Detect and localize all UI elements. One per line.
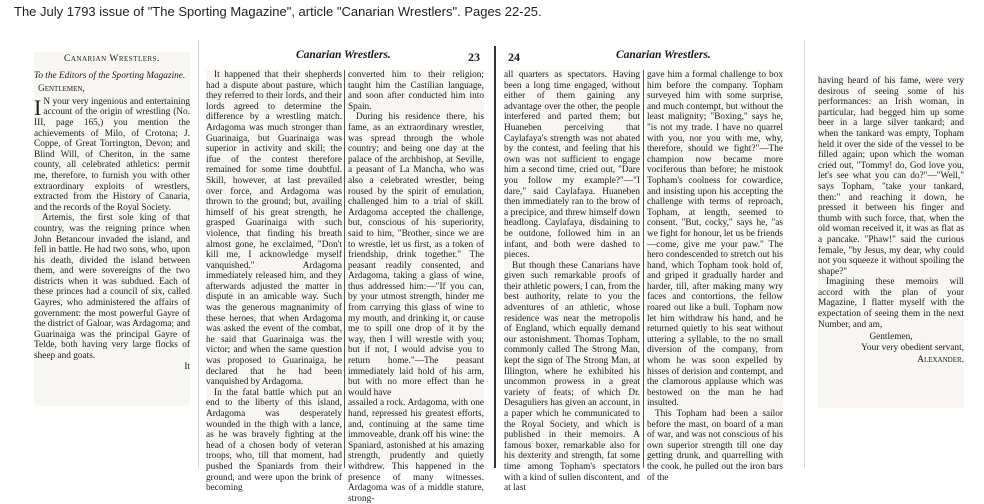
greeting: Gentlemen, xyxy=(38,84,85,95)
closing-line: Your very obedient servant, xyxy=(861,342,964,353)
dedication: To the Editors of the Sporting Magazine. xyxy=(34,70,186,81)
paragraph: This Topham had been a sailor before the mast, on board of a man of war, and was not conscious of his own superior strength till one day getting drunk, and quarrelling with the cook, he pulled out the iron bars of the xyxy=(647,409,783,483)
page-number-24: 24 xyxy=(508,50,520,64)
article-title: Canarian Wrestlers. xyxy=(64,54,160,64)
closing-salutation: Gentlemen, xyxy=(869,332,913,343)
scan-border-right xyxy=(804,40,805,468)
signature: Alexander. xyxy=(917,355,964,366)
paragraph: Imagining these memoirs will accord with the plan of your Magazine, I flatter myself with the expectation of seeing them in the next Number, and am, xyxy=(818,277,964,330)
paragraph: Artemis, the first sole king of that country, was the reigning prince when John Betancour invaded the island, and fell in battle. He had two sons, who, upon his death, divided the island between them, and were sovereigns of the two districts when it was subdued. Each of these princes had a council of six, called Gayres, who administered the affairs of government: the most powerful Gayre of the district of Galoar, was Ardagoma; and Guarinaiga was the principal Gayre of Telde, both having very large flocks of sheep and goats. xyxy=(34,213,190,362)
page-25-column xyxy=(818,76,964,408)
paragraph: converted him to their religion; taught him the Castilian language, and soon after conducted him into Spain. xyxy=(348,70,484,112)
page-number-23: 23 xyxy=(468,50,480,64)
scan-border-left xyxy=(198,40,199,468)
page-24-column-2 xyxy=(647,70,783,483)
paragraph: During his residence there, his fame, as an extraordinary wrestler, was spread through the whole country; and being one day at the palace of the archbishop, at Seville, a peasant of La Mancha, who was also a celebrated wrestler, being roused by the spirit of emulation, challenged him to a trial of skill. Ardagoma accepted the challenge, but, conscious of his superiority, said to him, "Brother, since we are to wrestle, let us first, as a token of friendship, drink together." The peasant readily consented, and Ardagoma, taking a glass of wine, thus addressed him:—"If you can, by your utmost strength, hinder me from carrying this glass of wine to my mouth, and drinking it, or cause me to spill one drop of it by the way, then I will wrestle with you; but if not, I would advise you to return home."—The peasant immediately laid hold of his arm, but with no more effect than he would have xyxy=(348,112,484,398)
running-head-23: Canarian Wrestlers. xyxy=(296,49,391,61)
paragraph: all quarters as spectators. Having been a long time engaged, without either of them gaining any advantage over the other, the people interfered and parted them; but Huaneben perceiving that Caylafaya's strength was not abated by the contest, and feeling that his own was not sufficient to engage him a second time, cried out, "Dare you follow my example?"—"I dare," said Caylafaya. Huaneben then immediately ran to the brow of a precipice, and threw himself down headlong. Caylafaya, disdaining to be outdone, followed him in an infant, and both were dashed to pieces. xyxy=(504,70,640,261)
paragraph-text: N your very ingenious and entertaining account of the origin of wrestling (No. III, page 165,) you mention the achievements of Milo, of Crotona; J. Coppe, of Great Torrington, Devon; and Blind Will, of Cheriton, in the same county, all celebrated athletics: permit me, therefore, to furnish you with other extraordinary exploits of wrestlers, extracted from the History of Canaria, and the records of the Royal Society. xyxy=(34,96,190,213)
paragraph: gave him a formal challenge to box him before the company. Topham surveyed him with some surprise, and much contempt, but without the least malignity; "Boxing," says he, "is not my trade. I have no quarrel with you, nor you with me, why, therefore, should we fight?"—The champion now became more vociferous than before; he mistook Topham's coolness for cowardice, and insisting upon his accepting the challenge with terms of reproach, Topham, at length, seemed to consent. "But, cocky," says he, "as we fight for honour, let us be friends—come, give me your paw." The hero condescended to stretch out his hand, which Topham took hold of, and griped it gradually harder and harder, till, after making many wry faces and contortions, the fellow roared out like a bull. Topham now let him withdraw his hand, and he returned quietly to his seat without uttering a syllable, to the no small diversion of the company, from whom he was soon expelled by hisses of derision and contempt, and the clamorous applause which was bestowed on the man he had insulted. xyxy=(647,70,783,409)
catchword: It xyxy=(184,361,190,372)
column-rule xyxy=(344,70,345,468)
page-24-column-1 xyxy=(504,70,640,494)
paragraph: assailed a rock. Ardagoma, with one hand, repressed his greatest efforts, and, continuing at the same time immoveable, drank off his wine: the Spaniard, astonished at his amazing strength, prudently and quietly withdrew. This happened in the presence of many witnesses. Ardagoma was of a middle stature, strong- xyxy=(348,398,484,504)
column-rule xyxy=(643,70,644,468)
paragraph xyxy=(34,94,190,214)
paragraph: having heard of his fame, were very desirous of seeing some of his performances: an Irish woman, in particular, had begged him up some beer in a large silver tankard; and when the tankard was empty, Topham held it over the side of the vessel to be filled again; upon which the woman cried out, "Tommy! do, God love you, let's see what you can do?"—"Well," says Topham, "take your tankard, then:" and reaching it down, he pressed it between his finger and thumb with such force, that, when the old woman received it, it was as flat as a pancake. "Phaw!" said the curious female, "by Jesus, my dear, why could not you squeeze it without spoiling the shape?" xyxy=(818,76,964,277)
page-22-column xyxy=(34,52,190,406)
page-23-column-2 xyxy=(348,70,484,504)
page-23-column-1 xyxy=(206,70,342,494)
spread-gutter xyxy=(494,46,496,468)
drop-cap: I xyxy=(34,94,42,120)
paragraph: In the fatal battle which put an end to the liberty of this island, Ardagoma was desperately wounded in the thigh with a lance, as he was bravely fighting at the head of a chosen body of veteran troops, who, till that moment, had pushed the Spaniards from their ground, and were upon the brink of becoming xyxy=(206,387,342,494)
paragraph: But though these Canarians have given such remarkable proofs of their athletic powers, I can, from the best authority, relate to you the adventures of an athletic, whose residence was near the metropolis of England, which equally demand our astonishment. Thomas Topham, commonly called The Strong Man, kept the sign of The Strong Man, at Illington, where he exhibited his uncommon prowess in a great variety of feats; of which Dr. Desaguliers has given an account, in a paper which he communicated to the Royal Society, and which is published in their memoirs. A famous boxer, remarkable also for his dexterity and strength, fat some time among Topham's spectators with a kind of sullen discontent, and at last xyxy=(504,260,640,494)
paragraph: It happened that their shepherds had a dispute about pasture, which they referred to their lords, and their lords agreed to determine the difference by a wrestling match. Ardagoma was much stronger than Guarinaiga, but Guarinaiga was superior in activity and skill; the ifue of the contest therefore remained for some time doubtful. Skill, however, at last prevailed over force, and Ardagoma was thrown to the ground; but, availing himself of his great strength, he grasped Guarinaiga with such violence, that finding his breath almost gone, he exclaimed, "Don't kill me, I acknowledge myself vanquished." Ardagoma immediately released him, and they afterwards adjusted the matter in dispute in an amicable way. Such was the generous magnanimity of these heroes, that when Ardagoma was asked the event of the combat, he said that Guarinaiga was the victor; and when the same question was proposed to Guarinaiga, he declared that he had been vanquished by Ardagoma. xyxy=(206,70,342,388)
figure-caption: The July 1793 issue of "The Sporting Magazine", article "Canarian Wrestlers". Pages 22-25. xyxy=(14,4,542,19)
running-head-24: Canarian Wrestlers. xyxy=(616,49,711,61)
